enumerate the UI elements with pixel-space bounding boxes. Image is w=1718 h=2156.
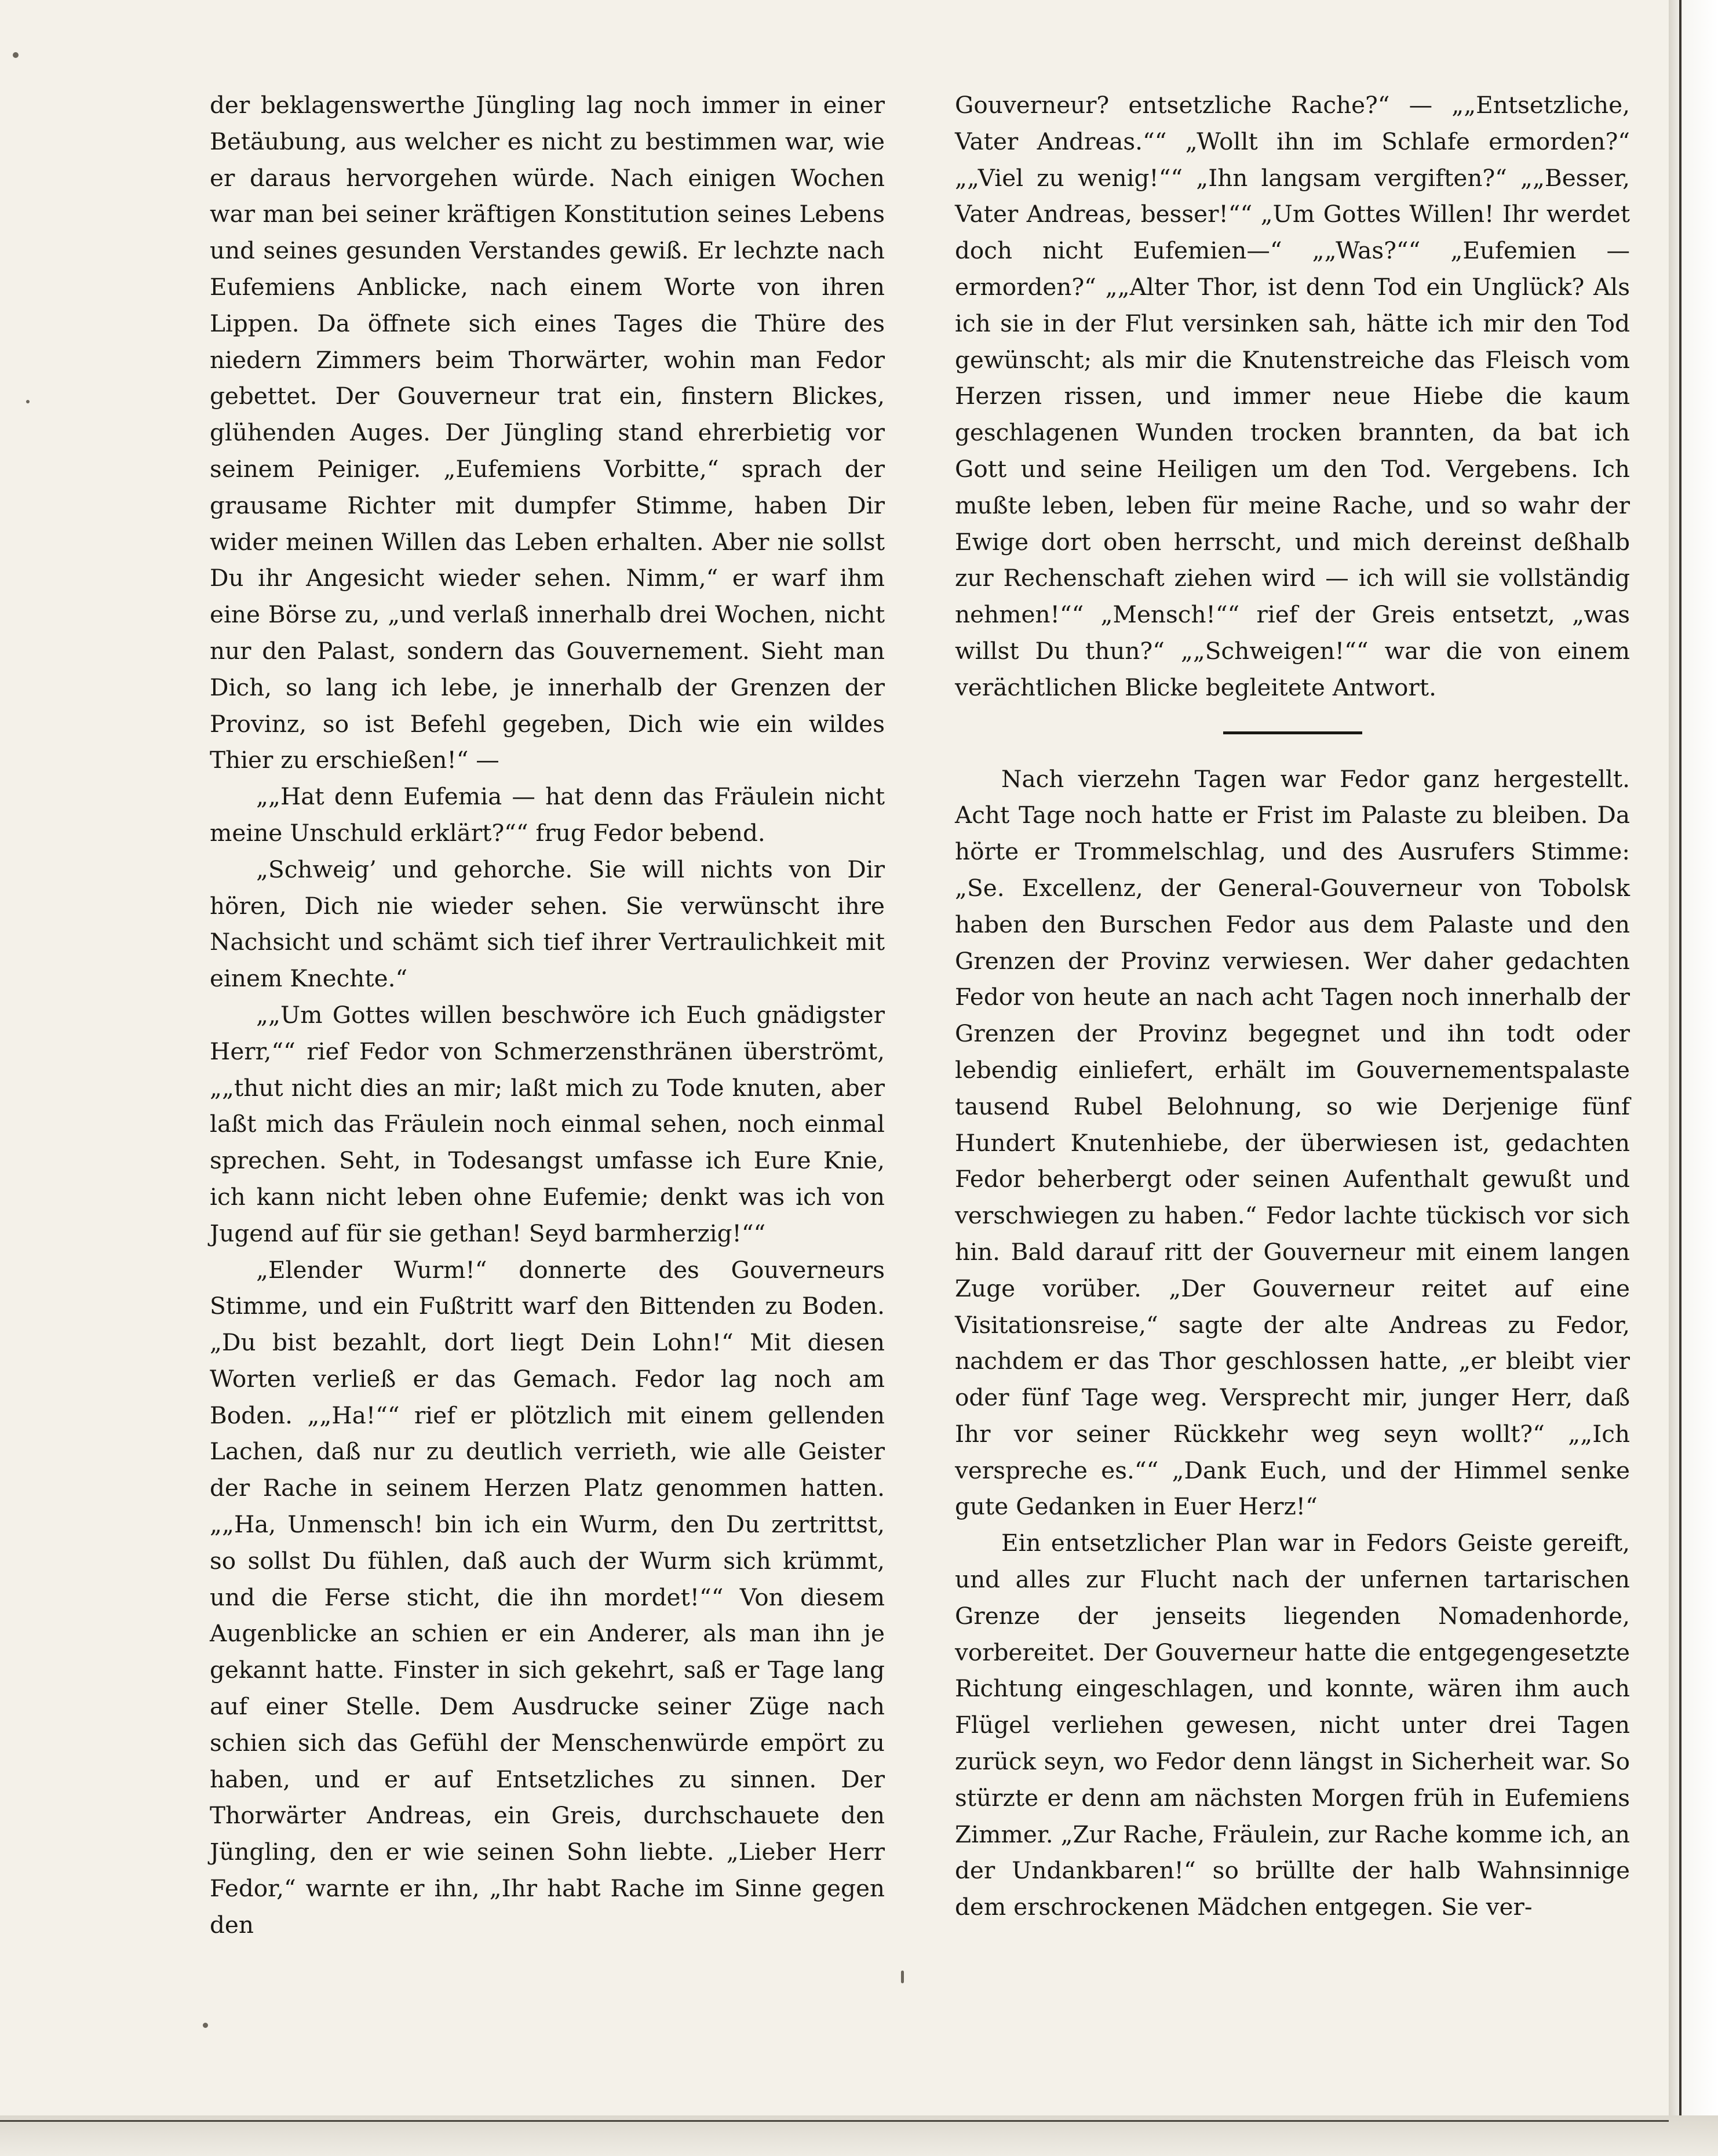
paragraph: „„Hat denn Eufemia — hat denn das Fräulein nicht meine Unschuld erklärt?““ frug Fedor bebend. xyxy=(210,782,885,847)
paragraph: Nach vierzehn Tagen war Fedor ganz hergestellt. Acht Tage noch hatte er Frist im Palaste zu bleiben. Da hörte er Trommelschlag, und des Ausrufers Stimme: „Se. Excellenz, der General-Gouverneur von Tobolsk haben den Burschen Fedor aus dem Palaste und den Grenzen der Provinz verwiesen. Wer daher gedachten Fedor von heute an nach acht Tagen noch innerhalb der Grenzen der Provinz begegnet und ihn todt oder lebendig einliefert, erhält im Gouvernementspalaste tausend Rubel Belohnung, so wie Derjenige fünf Hundert Knutenhiebe, der überwiesen ist, gedachten Fedor beherbergt oder seinen Aufenthalt gewußt und verschwiegen zu haben.“ Fedor lachte tückisch vor sich hin. Bald darauf ritt der Gouverneur mit einem langen Zuge vorüber. „Der Gouverneur reitet auf eine Visitationsreise,“ sagte der alte Andreas zu Fedor, nachdem er das Thor geschlossen hatte, „er bleibt vier oder fünf Tage weg. Versprecht mir, junger Herr, daß Ihr vor seiner Rückkehr weg seyn wollt?“ „„Ich verspreche es.““ „Dank Euch, und der Himmel senke gute Gedanken in Euer Herz!“ xyxy=(955,764,1630,1521)
paper-speck xyxy=(26,400,30,403)
paragraph: Gouverneur? entsetzliche Rache?“ — „„Entsetzliche, Vater Andreas.““ „Wollt ihn im Schlafe ermorden?“ „„Viel zu wenig!““ „Ihn langsam vergiften?“ „„Besser, Vater Andreas, besser!““ „Um Gottes Willen! Ihr werdet doch nicht Eufemien—“ „„Was?““ „Eufemien — ermorden?“ „„Alter Thor, ist denn Tod ein Unglück? Als ich sie in der Flut versinken sah, hätte ich mir den Tod gewünscht; als mir die Knutenstreiche das Fleisch vom Herzen rissen, und immer neue Hiebe die kaum geschlagenen Wunden trocken brannten, da bat ich Gott und seine Heiligen um den Tod. Vergebens. Ich mußte leben, leben für meine Rache, und so wahr der Ewige dort oben herrscht, und mich dereinst deßhalb zur Rechenschaft ziehen wird — ich will sie vollständig nehmen!““ „Mensch!““ rief der Greis entsetzt, „was willst Du thun?“ „„Schweigen!““ war die von einem verächtlichen Blicke begleitete Antwort. xyxy=(955,91,1630,701)
paragraph: Ein entsetzlicher Plan war in Fedors Geiste gereift, und alles zur Flucht nach der unfernen tartarischen Grenze der jenseits liegenden Nomadenhorde, vorbereitet. Der Gouverneur hatte die entgegengesetzte Richtung eingeschlagen, und konnte, wären ihm auch Flügel verliehen gewesen, nicht unter drei Tagen zurück seyn, wo Fedor denn längst in Sicherheit war. So stürzte er denn am nächsten Morgen früh in Eufemiens Zimmer. „Zur Rache, Fräulein, zur Rache komme ich, an der Undankbaren!“ so brüllte der halb Wahnsinnige dem erschrockenen Mädchen entgegen. Sie ver- xyxy=(955,1529,1630,1921)
edge-rule xyxy=(0,2120,1669,2122)
paragraph: der beklagenswerthe Jüngling lag noch immer in einer Betäubung, aus welcher es nicht zu bestimmen war, wie er daraus hervorgehen würde. Nach einigen Wochen war man bei seiner kräftigen Konstitution seines Lebens und seines gesunden Verstandes gewiß. Er lechzte nach Eufemiens Anblicke, nach einem Worte von ihren Lippen. Da öffnete sich eines Tages die Thüre des niedern Zimmers beim Thorwärter, wohin man Fedor gebettet. Der Gouverneur trat ein, finstern Blickes, glühenden Auges. Der Jüngling stand ehrerbietig vor seinem Peiniger. „Eufemiens Vorbitte,“ sprach der grausame Richter mit dumpfer Stimme, haben Dir wider meinen Willen das Leben erhalten. Aber nie sollst Du ihr Angesicht wieder sehen. Nimm,“ er warf ihm eine Börse zu, „und verlaß innerhalb drei Wochen, nicht nur den Palast, sondern das Gouvernement. Sieht man Dich, so lang ich lebe, je innerhalb der Grenzen der Provinz, so ist Befehl gegeben, Dich wie ein wildes Thier zu erschießen!“ — xyxy=(210,91,885,774)
page-right-edge xyxy=(1669,0,1718,2156)
paragraph: „Schweig’ und gehorche. Sie will nichts von Dir hören, Dich nie wieder sehen. Sie verwünscht ihre Nachsicht und schämt sich tief ihrer Vertraulichkeit mit einem Knechte.“ xyxy=(210,855,885,993)
right-text-column xyxy=(955,87,1630,1925)
left-text-column xyxy=(210,87,885,1943)
paper-speck xyxy=(203,2023,208,2028)
paper-speck xyxy=(901,1971,904,1983)
edge-rule xyxy=(1679,0,1681,2156)
paragraph: „Elender Wurm!“ donnerte des Gouverneurs Stimme, und ein Fußtritt warf den Bittenden zu Boden. „Du bist bezahlt, dort liegt Dein Lohn!“ Mit diesen Worten verließ er das Gemach. Fedor lag noch am Boden. „„Ha!““ rief er plötzlich mit einem gellenden Lachen, daß nur zu deutlich verrieth, wie alle Geister der Rache in seinem Herzen Platz genommen hatten. „„Ha, Unmensch! bin ich ein Wurm, den Du zertrittst, so sollst Du fühlen, daß auch der Wurm sich krümmt, und die Ferse sticht, die ihn mordet!““ Von diesem Augenblicke an schien er ein Anderer, als man ihn je gekannt hatte. Finster in sich gekehrt, saß er Tage lang auf einer Stelle. Dem Ausdrucke seiner Züge nach schien sich das Gefühl der Menschenwürde empört zu haben, und er auf Entsetzliches zu sinnen. Der Thorwärter Andreas, ein Greis, durchschauete den Jüngling, den er wie seinen Sohn liebte. „Lieber Herr Fedor,“ warnte er ihn, „Ihr habt Rache im Sinne gegen den xyxy=(210,1255,885,1939)
page-bottom-edge xyxy=(0,2115,1718,2156)
paper-speck xyxy=(13,52,19,58)
section-divider xyxy=(1223,731,1362,734)
paragraph: „„Um Gottes willen beschwöre ich Euch gnädigster Herr,““ rief Fedor von Schmerzensthränen überströmt, „„thut nicht dies an mir; laßt mich zu Tode knuten, aber laßt mich das Fräulein noch einmal sehen, noch einmal sprechen. Seht, in Todesangst umfasse ich Eure Knie, ich kann nicht leben ohne Eufemie; denkt was ich von Jugend auf für sie gethan! Seyd barmherzig!““ xyxy=(210,1000,885,1247)
